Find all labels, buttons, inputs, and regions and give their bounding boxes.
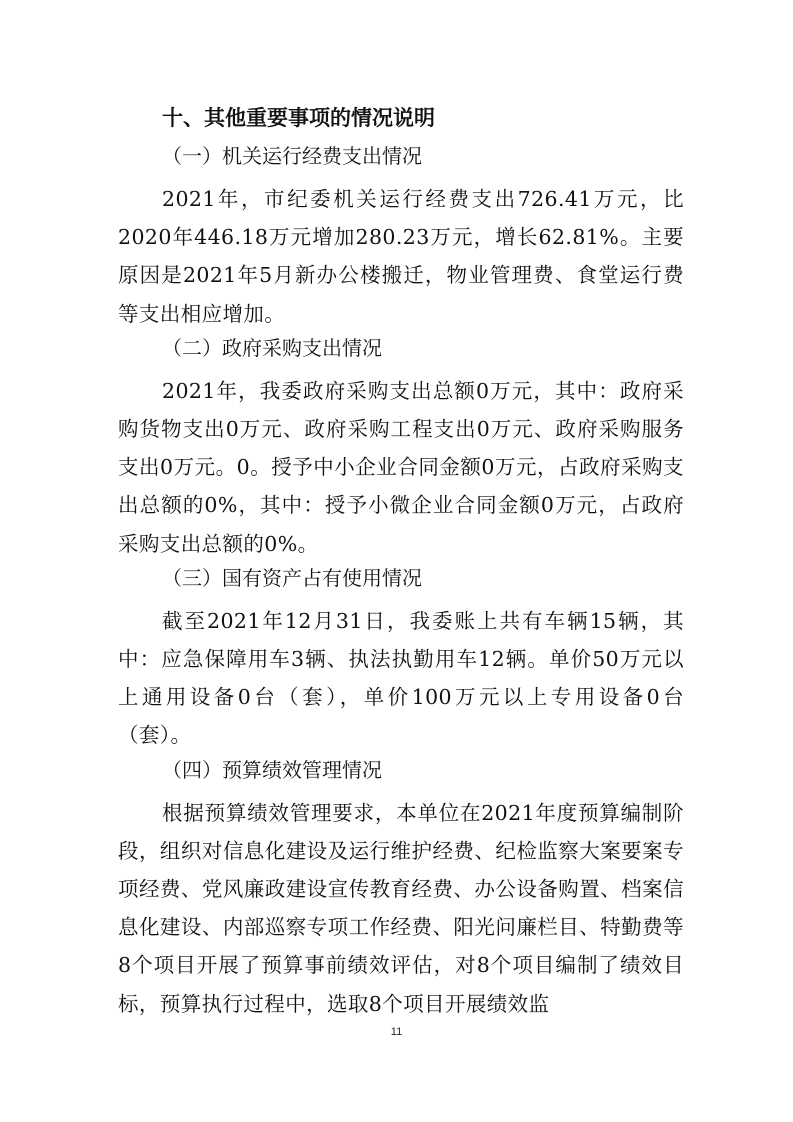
paragraph-state-assets: 截至2021年12月31日，我委账上共有车辆15辆，其中：应急保障用车3辆、执法执勤用车12辆。单价50万元以上通用设备0台（套），单价100万元以上专用设备0台（套）。 [118, 608, 684, 748]
document-body [118, 104, 684, 1024]
subsection-title-operating-expenses: （一）机关运行经费支出情况 [162, 144, 422, 168]
subsection-title-procurement: （二）政府采购支出情况 [162, 335, 382, 360]
paragraph-procurement: 2021年，我委政府采购支出总额0万元，其中：政府采购货物支出0万元、政府采购工程支出0万元、政府采购服务支出0万元。0。授予中小企业合同金额0万元，占政府采购支出总额的0%，其中：授予小微企业合同金额0万元，占政府采购支出总额的0%。 [118, 378, 684, 556]
subsection-title-state-assets: （三）国有资产占有使用情况 [162, 565, 422, 590]
section-heading: 十、其他重要事项的情况说明 [162, 106, 435, 130]
page-number: 11 [390, 1026, 403, 1038]
subsection-title-performance: （四）预算绩效管理情况 [162, 757, 382, 782]
paragraph-performance: 根据预算绩效管理要求，本单位在2021年度预算编制阶段，组织对信息化建设及运行维护经费、纪检监察大案要案专项经费、党风廉政建设宣传教育经费、办公设备购置、档案信息化建设、内部巡察专项工作经费、阳光问廉栏目、特勤费等8个项目开展了预算事前绩效评估，对8个项目编制了绩效目标，预算执行过程中，选取8个项目开展绩效监 [118, 800, 684, 1016]
paragraph-operating-expenses: 2021年，市纪委机关运行经费支出726.41万元，比2020年446.18万元增加280.23万元，增长62.81%。主要原因是2021年5月新办公楼搬迁，物业管理费、食堂运行费等支出相应增加。 [118, 187, 684, 326]
